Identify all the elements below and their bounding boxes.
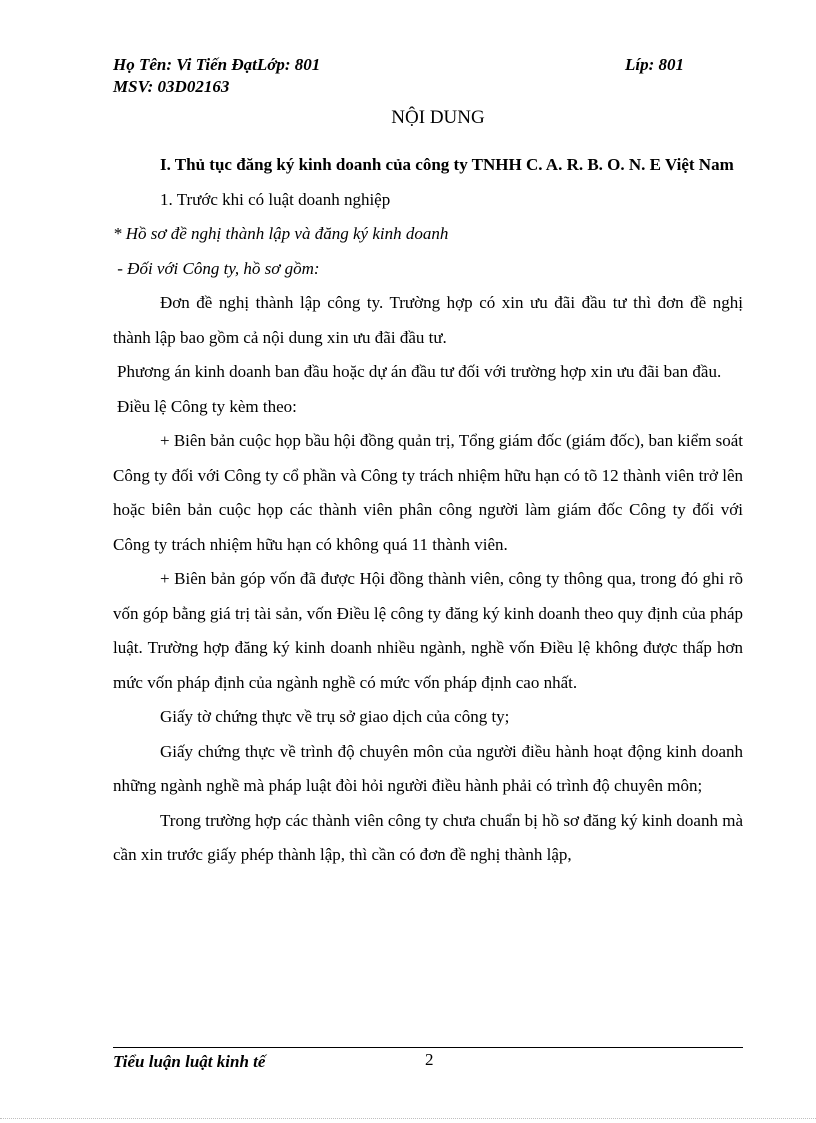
paragraph-8: Trong trường hợp các thành viên công ty chưa chuẩn bị hồ sơ đăng ký kinh doanh mà cần xin trước giấy phép thành lập, thì cần có đơn đề nghị thành lập,	[113, 810, 743, 864]
paragraph-4: + Biên bản cuộc họp bầu hội đồng quản trị, Tổng giám đốc (giám đốc), ban kiểm soát Công ty đối với Công ty cổ phần và Công ty trách nhiệm hữu hạn có tõ 12 thành viên trở lên hoặc biên bản cuộc họp các thành viên phân công người làm giám đốc Công ty đối với Công ty trách nhiệm hữu hạn có không quá 11 thành viên.	[113, 431, 743, 554]
section-heading: I. Thủ tục đăng ký kinh doanh của công ty TNHH C. A. R. B. O. N. E Việt Nam	[160, 155, 734, 174]
header-class: Líp: 801	[625, 55, 685, 74]
page-bottom-dotted-line	[0, 1118, 816, 1119]
paragraph-6: Giấy tờ chứng thực về trụ sở giao dịch của công ty;	[160, 707, 510, 726]
italic-line-1: * Hồ sơ đề nghị thành lập và đăng ký kinh doanh	[113, 224, 449, 243]
header-name-line: Họ Tên: Vi Tiến ĐạtLớp: 801	[113, 55, 321, 74]
footer-title: Tiểu luận luật kinh tế	[113, 1052, 266, 1071]
paragraph-1: Đơn đề nghị thành lập công ty. Trường hợp có xin ưu đãi đầu tư thì đơn đề nghị thành lập bao gồm cả nội dung xin ưu đãi đầu tư.	[113, 293, 743, 347]
paragraph-3: Điều lệ Công ty kèm theo:	[117, 396, 297, 416]
paragraph-2: Phương án kinh doanh ban đầu hoặc dự án đầu tư đối với trường hợp xin ưu đãi ban đầu.	[117, 362, 722, 381]
paragraph-5: + Biên bản góp vốn đã được Hội đồng thành viên, công ty thông qua, trong đó ghi rõ vốn góp bằng giá trị tài sản, vốn Điều lệ công ty đăng ký kinh doanh theo quy định của pháp luật. Trường hợp đăng ký kinh doanh nhiều ngành, nghề vốn Điều lệ không được thấp hơn mức vốn pháp định của ngành nghề có mức vốn pháp định cao nhất.	[113, 569, 743, 692]
header-student-id: MSV: 03D02163	[113, 77, 230, 96]
italic-line-2: - Đối với Công ty, hồ sơ gồm:	[113, 258, 320, 278]
page-title: NỘI DUNG	[391, 107, 485, 128]
page-number: 2	[425, 1050, 434, 1069]
footer-divider	[113, 1047, 743, 1048]
subheading: 1. Trước khi có luật doanh nghiệp	[160, 189, 391, 209]
paragraph-7: Giấy chứng thực về trình độ chuyên môn của người điều hành hoạt động kinh doanh những ngành nghề mà pháp luật đòi hỏi người điều hành phải có trình độ chuyên môn;	[113, 741, 743, 795]
document-body	[113, 148, 743, 873]
